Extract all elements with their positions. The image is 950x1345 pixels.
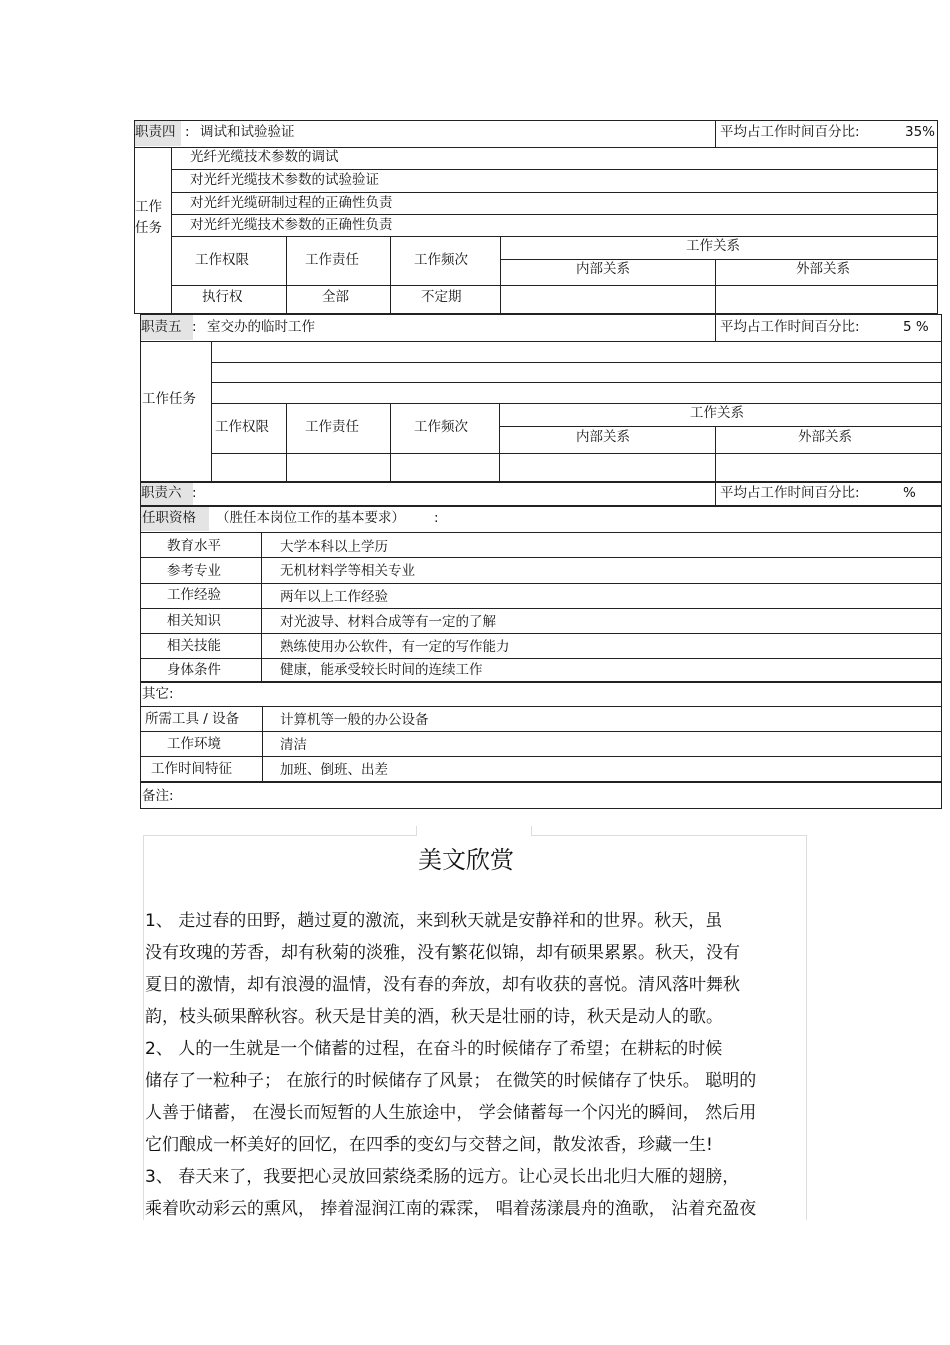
essay-line-1: 1、 走过春的田野，趟过夏的激流，来到秋天就是安静祥和的世界。秋天，虽 xyxy=(145,911,723,931)
other-key-0: 所需工具 / 设备 xyxy=(145,711,240,727)
duty4-header-relations: 工作关系 xyxy=(686,238,740,254)
duty5-ratio-label: 平均占工作时间百分比: xyxy=(720,319,860,335)
other-key-1: 工作环境 xyxy=(167,736,221,752)
qualification-key-5: 身体条件 xyxy=(167,662,221,678)
duty4-ratio-value: 35% xyxy=(905,124,936,140)
qualification-value-3: 对光波导、材料合成等有一定的了解 xyxy=(280,614,496,630)
essay-line-10: 乘着吹动彩云的熏风， 捧着湿润江南的霖霂， 唱着荡漾晨舟的渔歌， 沾着充盈夜 xyxy=(145,1199,757,1219)
duty4-task-4: 对光纤光缆技术参数的正确性负责 xyxy=(190,217,393,233)
duty4-task-1: 光纤光缆技术参数的调试 xyxy=(190,149,339,165)
duty4-value-frequency: 不定期 xyxy=(421,289,462,305)
essay-line-7: 人善于储蓄， 在漫长而短暂的人生旅途中， 学会储蓄每一个闪光的瞬间， 然后用 xyxy=(145,1103,757,1123)
duty5-header-responsibility: 工作责任 xyxy=(305,419,359,435)
duty5-title: 室交办的临时工作 xyxy=(207,319,315,335)
duty4-value-responsibility: 全部 xyxy=(322,289,349,305)
other-value-0: 计算机等一般的办公设备 xyxy=(280,712,429,728)
qualification-key-4: 相关技能 xyxy=(167,638,221,654)
other-value-2: 加班、倒班、出差 xyxy=(280,762,388,778)
qualification-note: （胜任本岗位工作的基本要求） xyxy=(216,510,405,526)
qualification-value-2: 两年以上工作经验 xyxy=(280,589,388,605)
duty4-value-authority: 执行权 xyxy=(202,289,243,305)
duty6-label: 职责六 xyxy=(141,485,182,501)
duty4-tasks-label-2: 任务 xyxy=(135,220,162,236)
duty4-header-responsibility: 工作责任 xyxy=(305,252,359,268)
qualification-value-4: 熟练使用办公软件，有一定的写作能力 xyxy=(280,639,510,655)
duty5-header-frequency: 工作频次 xyxy=(414,419,468,435)
essay-title: 美文欣赏 xyxy=(418,846,514,874)
duty5-header-external: 外部关系 xyxy=(798,429,852,445)
duty5-ratio-value: 5 % xyxy=(903,319,929,335)
essay-line-3: 夏日的激情，却有浪漫的温情，没有春的奔放，却有收获的喜悦。清风落叶舞秋 xyxy=(145,975,740,995)
essay-line-4: 韵，枝头硕果醉秋容。秋天是甘美的酒，秋天是壮丽的诗，秋天是动人的歌。 xyxy=(145,1007,723,1027)
duty4-title: 调试和试验验证 xyxy=(200,124,295,140)
essay-line-9: 3、 春天来了，我要把心灵放回萦绕柔肠的远方。让心灵长出北归大雁的翅膀， xyxy=(145,1167,740,1187)
essay-line-6: 储存了一粒种子； 在旅行的时候储存了风景； 在微笑的时候储存了快乐。 聪明的 xyxy=(145,1071,757,1091)
duty4-task-2: 对光纤光缆技术参数的试验验证 xyxy=(190,172,379,188)
duty5-header-internal: 内部关系 xyxy=(576,429,630,445)
duty5-tasks-label: 工作任务 xyxy=(142,391,196,407)
duty4-header-external: 外部关系 xyxy=(796,261,850,277)
duty5-label: 职责五 xyxy=(141,319,182,335)
qualification-key-3: 相关知识 xyxy=(167,613,221,629)
duty4-header-authority: 工作权限 xyxy=(195,252,249,268)
essay-line-8: 它们酿成一杯美好的回忆，在四季的变幻与交替之间，散发浓香，珍藏一生! xyxy=(145,1135,713,1155)
qualification-label: 任职资格 xyxy=(142,510,196,526)
qualification-colon: : xyxy=(434,510,439,526)
duty4-task-3: 对光纤光缆研制过程的正确性负责 xyxy=(190,195,393,211)
duty4-colon: : xyxy=(185,124,190,140)
essay-line-5: 2、 人的一生就是一个储蓄的过程，在奋斗的时候储存了希望；在耕耘的时候 xyxy=(145,1039,723,1059)
duty6-ratio-value: % xyxy=(903,485,916,501)
other-label: 其它: xyxy=(142,686,174,702)
duty4-header-internal: 内部关系 xyxy=(576,261,630,277)
qualification-key-0: 教育水平 xyxy=(167,538,221,554)
duty6-colon: : xyxy=(192,485,197,501)
qualification-value-1: 无机材料学等相关专业 xyxy=(280,563,415,579)
remark-frame xyxy=(140,782,942,809)
qualification-value-5: 健康，能承受较长时间的连续工作 xyxy=(280,662,483,678)
duty4-header-frequency: 工作频次 xyxy=(414,252,468,268)
qualification-key-1: 参考专业 xyxy=(167,563,221,579)
qualification-value-0: 大学本科以上学历 xyxy=(280,539,388,555)
duty5-colon: : xyxy=(192,319,197,335)
duty5-frame xyxy=(140,314,942,482)
other-frame xyxy=(140,682,942,782)
duty5-header-relations: 工作关系 xyxy=(690,405,744,421)
duty4-tasks-label-1: 工作 xyxy=(135,199,162,215)
other-key-2: 工作时间特征 xyxy=(151,761,232,777)
essay-line-2: 没有玫瑰的芳香，却有秋菊的淡雅，没有繁花似锦，却有硕果累累。秋天，没有 xyxy=(145,943,740,963)
duty5-header-authority: 工作权限 xyxy=(215,419,269,435)
duty4-label: 职责四 xyxy=(135,124,176,140)
other-value-1: 清洁 xyxy=(280,737,307,753)
duty6-ratio-label: 平均占工作时间百分比: xyxy=(720,485,860,501)
duty4-ratio-label: 平均占工作时间百分比: xyxy=(720,124,860,140)
remark-label: 备注: xyxy=(142,788,174,804)
qualification-key-2: 工作经验 xyxy=(167,587,221,603)
